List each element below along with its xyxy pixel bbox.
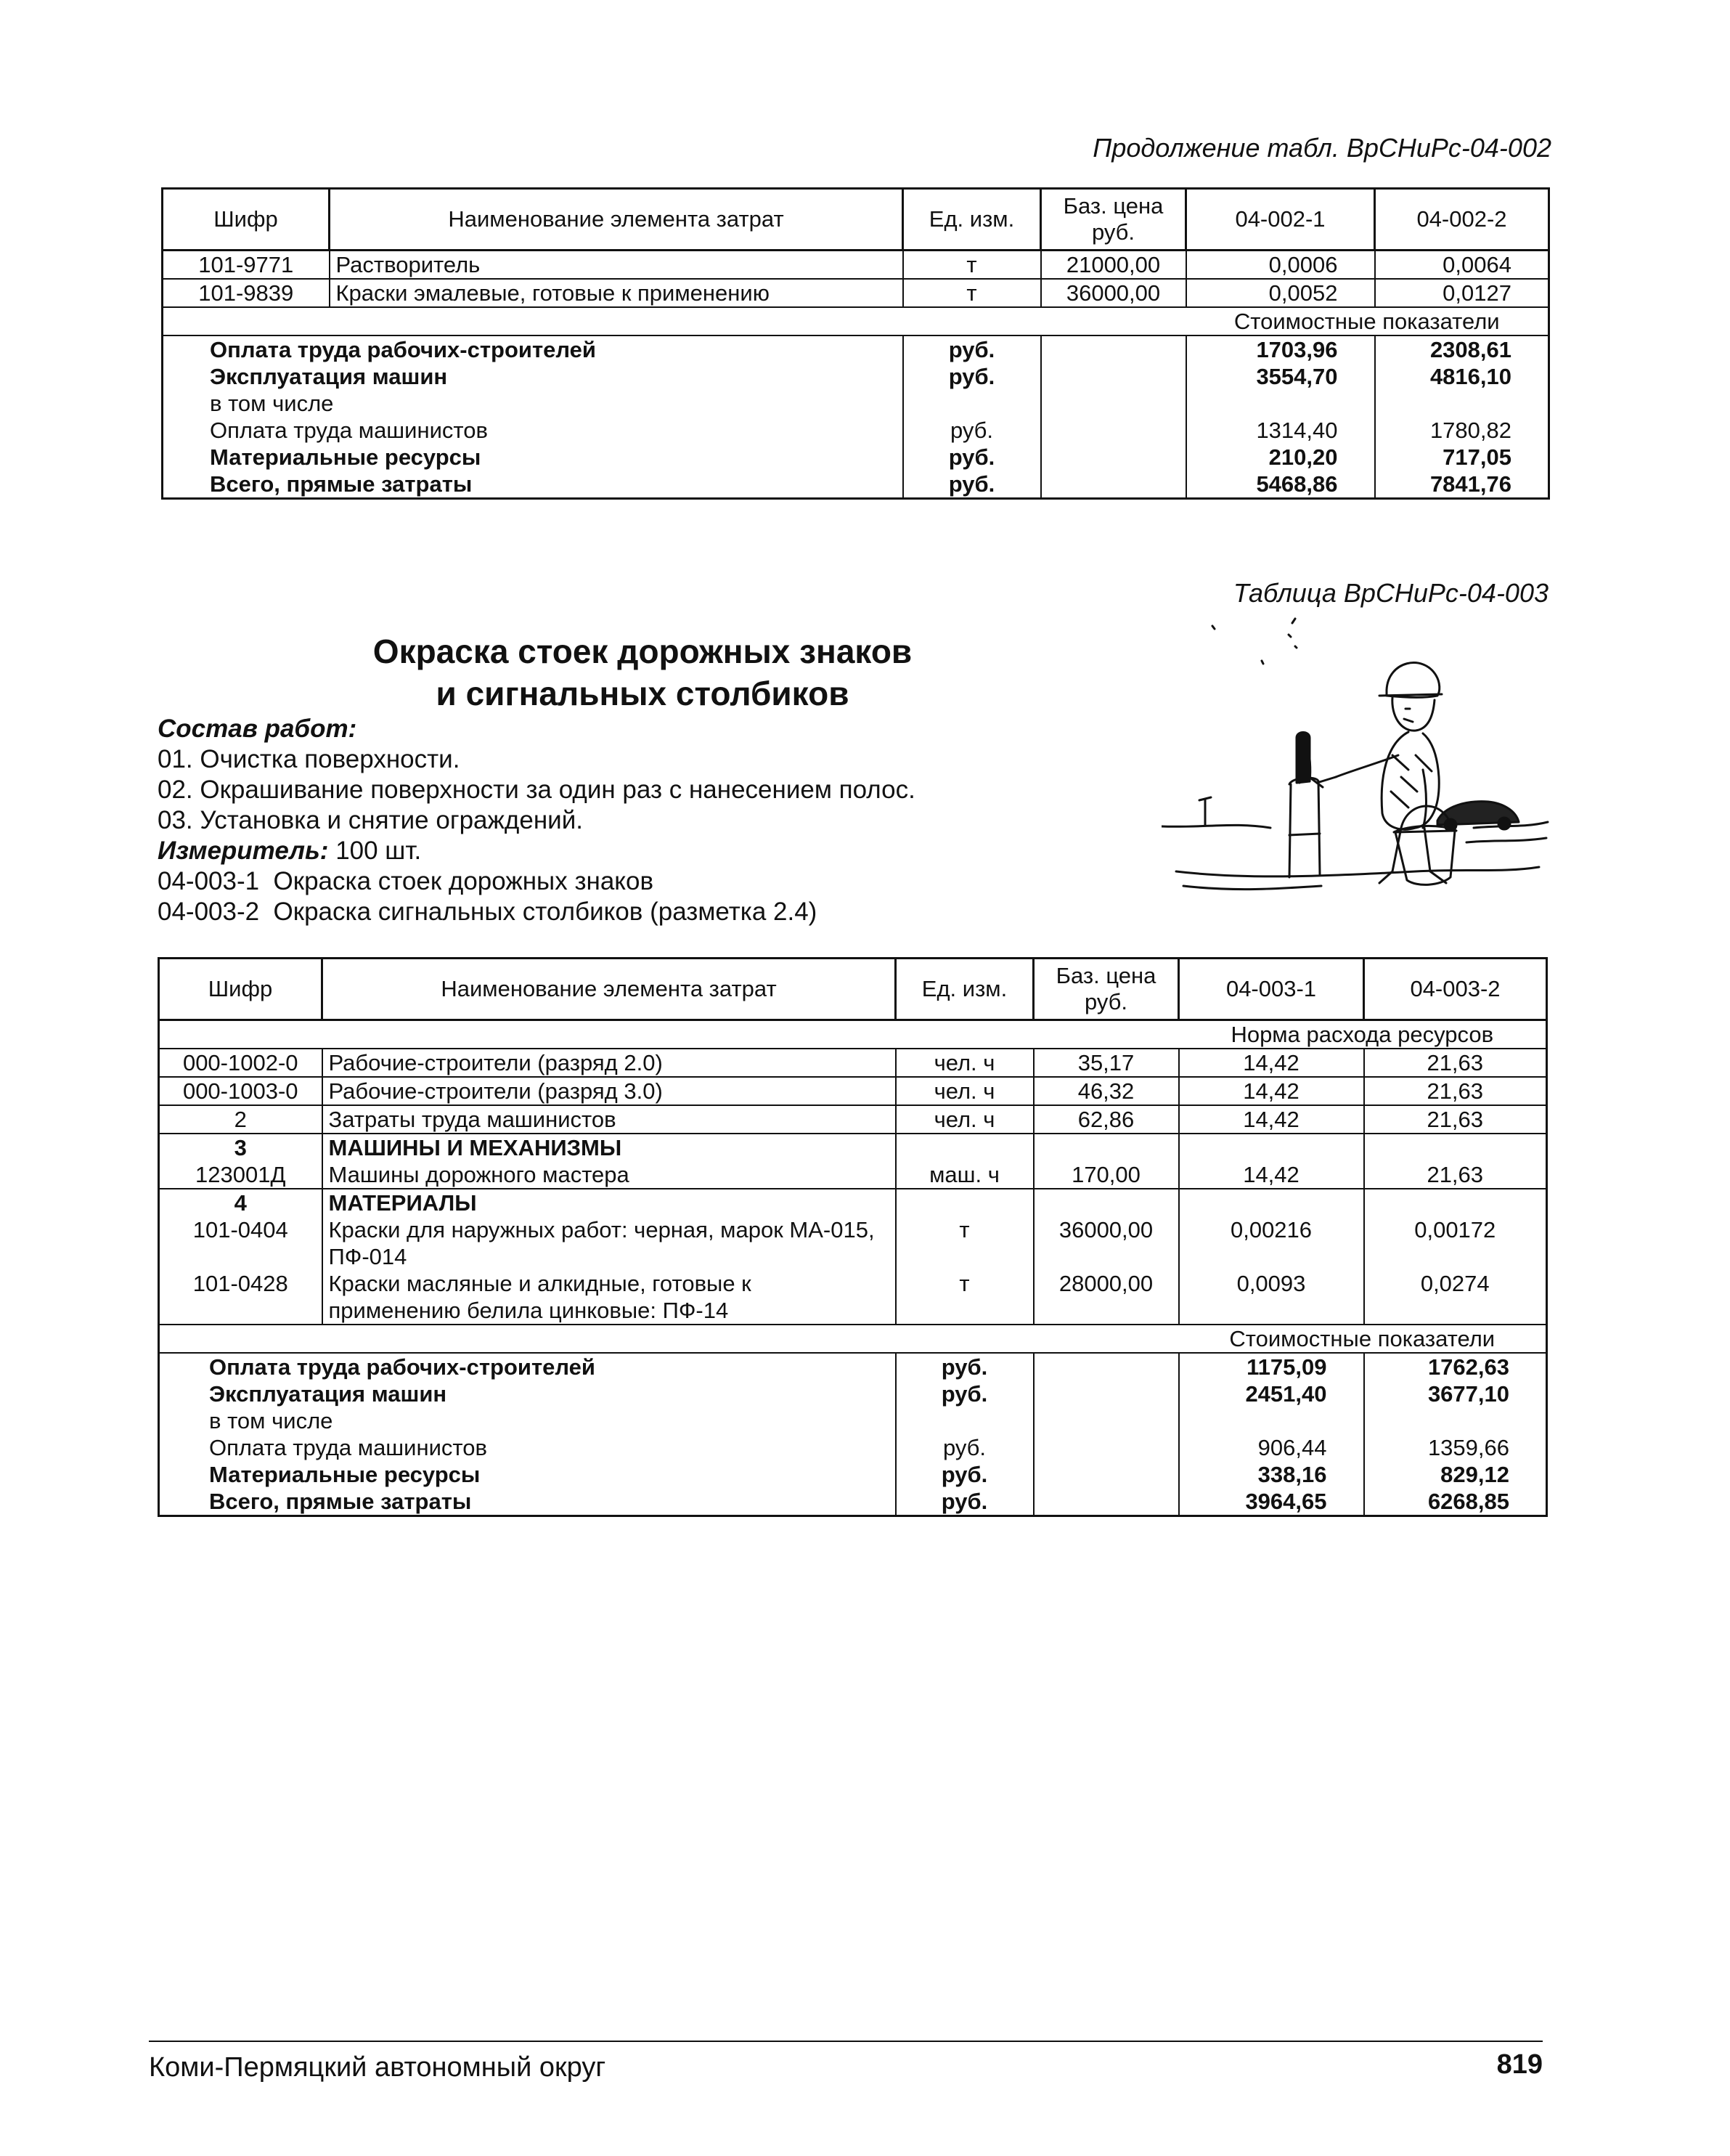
summary-name: Оплата труда рабочих-строителей: [159, 1353, 896, 1380]
row-code: 123001Д: [159, 1161, 322, 1189]
row-price: 21000,00: [1041, 251, 1186, 280]
row-value-2: 21,63: [1364, 1161, 1547, 1189]
row-price: 46,32: [1034, 1077, 1179, 1105]
row-value-2: 21,63: [1364, 1077, 1547, 1105]
row-value-1: 0,00216: [1179, 1216, 1364, 1270]
summary-value-1: 1314,40: [1186, 417, 1375, 444]
header-col2: 04-002-2: [1375, 189, 1549, 251]
section-label: Стоимостные показатели: [1186, 307, 1549, 335]
header-code: Шифр: [159, 959, 322, 1020]
row-price: 28000,00: [1034, 1270, 1179, 1325]
summary-unit: руб.: [896, 1488, 1034, 1516]
row-price: 62,86: [1034, 1105, 1179, 1134]
row-code: 000-1003-0: [159, 1077, 322, 1105]
table-row: [159, 1270, 1547, 1325]
resource-table: [158, 957, 1548, 1517]
summary-unit: руб.: [896, 1380, 1034, 1407]
summary-unit: руб.: [903, 335, 1041, 363]
summary-value-1: 338,16: [1179, 1461, 1364, 1488]
summary-unit: руб.: [903, 363, 1041, 390]
row-value-2: 0,0127: [1375, 279, 1549, 307]
row-value-1: 0,0093: [1179, 1270, 1364, 1325]
row-price: 36000,00: [1034, 1216, 1179, 1270]
summary-row: [163, 417, 1549, 444]
row-unit: чел. ч: [896, 1077, 1034, 1105]
row-name: Краски эмалевые, готовые к применению: [330, 279, 903, 307]
summary-value-1: 3554,70: [1186, 363, 1375, 390]
table-row: [159, 1216, 1547, 1270]
summary-value-1: 210,20: [1186, 444, 1375, 471]
summary-row: [159, 1434, 1547, 1461]
summary-value-2: 829,12: [1364, 1461, 1547, 1488]
measure-line: [158, 836, 915, 866]
header-name: Наименование элемента затрат: [322, 959, 896, 1020]
summary-unit: руб.: [896, 1461, 1034, 1488]
row-name: Краски для наружных работ: черная, марок МА-015, ПФ-014: [322, 1216, 896, 1270]
summary-value-1: 906,44: [1179, 1434, 1364, 1461]
summary-row: [159, 1353, 1547, 1380]
summary-row: [159, 1380, 1547, 1407]
summary-name: Всего, прямые затраты: [163, 471, 903, 499]
header-col1: 04-002-1: [1186, 189, 1375, 251]
header-name: Наименование элемента затрат: [330, 189, 903, 251]
page-number: 819: [1496, 2049, 1543, 2080]
section-heading: [218, 630, 1067, 715]
work-item: 02. Окрашивание поверхности за один раз с нанесением полос.: [158, 776, 915, 804]
row-name: Затраты труда машинистов: [322, 1105, 896, 1134]
work-composition-label: Состав работ:: [158, 715, 357, 743]
table-row: [159, 1161, 1547, 1189]
row-value-1: 14,42: [1179, 1049, 1364, 1077]
row-value-1: 14,42: [1179, 1077, 1364, 1105]
summary-name: Эксплуатация машин: [159, 1380, 896, 1407]
summary-row: [163, 471, 1549, 499]
group-row: [159, 1189, 1547, 1216]
summary-value-2: 1359,66: [1364, 1434, 1547, 1461]
row-value-1: 14,42: [1179, 1161, 1364, 1189]
heading-line-1: Окраска стоек дорожных знаков: [372, 632, 913, 670]
summary-name: Материальные ресурсы: [159, 1461, 896, 1488]
summary-row: [163, 444, 1549, 471]
work-item: 03. Установка и снятие ограждений.: [158, 806, 583, 834]
summary-row: [163, 390, 1549, 417]
row-code: 101-0404: [159, 1216, 322, 1270]
row-unit: маш. ч: [896, 1161, 1034, 1189]
summary-name: Оплата труда машинистов: [159, 1434, 896, 1461]
header-price: Баз. цена руб.: [1041, 189, 1186, 251]
summary-unit: руб.: [896, 1434, 1034, 1461]
table-title: Таблица ВрСНиРс-04-003: [1233, 578, 1549, 608]
group-code: 4: [159, 1189, 322, 1216]
row-code: 101-0428: [159, 1270, 322, 1325]
summary-value-1: 1703,96: [1186, 335, 1375, 363]
row-value-2: 21,63: [1364, 1049, 1547, 1077]
table-header-row: [163, 189, 1549, 251]
row-code: 2: [159, 1105, 322, 1134]
summary-value-1: 2451,40: [1179, 1380, 1364, 1407]
row-value-1: 14,42: [1179, 1105, 1364, 1134]
section-label: Норма расхода ресурсов: [1179, 1020, 1547, 1049]
summary-row: [159, 1488, 1547, 1516]
summary-name: Оплата труда рабочих-строителей: [163, 335, 903, 363]
row-code: 101-9839: [163, 279, 330, 307]
summary-value-1: 3964,65: [1179, 1488, 1364, 1516]
row-value-2: 0,0274: [1364, 1270, 1547, 1325]
row-value-1: 0,0052: [1186, 279, 1375, 307]
row-name: Машины дорожного мастера: [322, 1161, 896, 1189]
code-description: 04-003-1 Окраска стоек дорожных знаков: [158, 867, 654, 895]
row-code: 101-9771: [163, 251, 330, 280]
header-unit: Ед. изм.: [896, 959, 1034, 1020]
row-unit: т: [903, 251, 1041, 280]
summary-unit: руб.: [896, 1353, 1034, 1380]
section-row: [159, 1020, 1547, 1049]
row-name: Растворитель: [330, 251, 903, 280]
worker-painting-post-illustration: [1162, 610, 1554, 915]
summary-name: Эксплуатация машин: [163, 363, 903, 390]
group-row: [159, 1134, 1547, 1161]
top-cost-table: [161, 187, 1550, 500]
row-name: Рабочие-строители (разряд 3.0): [322, 1077, 896, 1105]
row-code: 000-1002-0: [159, 1049, 322, 1077]
row-unit: т: [903, 279, 1041, 307]
summary-unit: руб.: [903, 471, 1041, 499]
summary-row: [159, 1461, 1547, 1488]
row-name: Рабочие-строители (разряд 2.0): [322, 1049, 896, 1077]
work-item: 01. Очистка поверхности.: [158, 745, 460, 773]
table-row: [163, 279, 1549, 307]
summary-unit: руб.: [903, 444, 1041, 471]
row-unit: чел. ч: [896, 1049, 1034, 1077]
section-row: [163, 307, 1549, 335]
summary-row: [163, 363, 1549, 390]
summary-value-2: 1780,82: [1375, 417, 1549, 444]
summary-name: Оплата труда машинистов: [163, 417, 903, 444]
summary-unit: руб.: [903, 417, 1041, 444]
measure-value: 100 шт.: [335, 837, 422, 865]
row-unit: т: [896, 1270, 1034, 1325]
section-label: Стоимостные показатели: [1179, 1325, 1547, 1353]
heading-line-2: и сигнальных столбиков: [436, 675, 849, 712]
header-code: Шифр: [163, 189, 330, 251]
summary-name: Материальные ресурсы: [163, 444, 903, 471]
work-description: [158, 714, 915, 927]
group-name: МАШИНЫ И МЕХАНИЗМЫ: [322, 1134, 896, 1161]
summary-value-2: 7841,76: [1375, 471, 1549, 499]
row-value-2: 21,63: [1364, 1105, 1547, 1134]
continuation-title: Продолжение табл. ВрСНиРс-04-002: [1093, 133, 1551, 163]
summary-value-1: 1175,09: [1179, 1353, 1364, 1380]
table-row: [159, 1105, 1547, 1134]
footer-region: Коми-Пермяцкий автономный округ: [149, 2052, 606, 2083]
measure-label: Измеритель:: [158, 837, 329, 865]
row-unit: т: [896, 1216, 1034, 1270]
summary-name: в том числе: [163, 390, 903, 417]
summary-value-1: 5468,86: [1186, 471, 1375, 499]
header-unit: Ед. изм.: [903, 189, 1041, 251]
summary-value-2: 3677,10: [1364, 1380, 1547, 1407]
row-value-2: 0,0064: [1375, 251, 1549, 280]
row-price: 35,17: [1034, 1049, 1179, 1077]
table-header-row: [159, 959, 1547, 1020]
table-row: [163, 251, 1549, 280]
row-price: 170,00: [1034, 1161, 1179, 1189]
summary-name: в том числе: [159, 1407, 896, 1434]
header-col1: 04-003-1: [1179, 959, 1364, 1020]
table-row: [159, 1049, 1547, 1077]
row-price: 36000,00: [1041, 279, 1186, 307]
footer-divider: [149, 2041, 1543, 2042]
table-row: [159, 1077, 1547, 1105]
summary-value-2: 1762,63: [1364, 1353, 1547, 1380]
summary-row: [163, 335, 1549, 363]
section-row: [159, 1325, 1547, 1353]
summary-value-2: 2308,61: [1375, 335, 1549, 363]
row-value-2: 0,00172: [1364, 1216, 1547, 1270]
summary-row: [159, 1407, 1547, 1434]
group-name: МАТЕРИАЛЫ: [322, 1189, 896, 1216]
row-name: Краски масляные и алкидные, готовые к применению белила цинковые: ПФ-14: [322, 1270, 896, 1325]
code-description: 04-003-2 Окраска сигнальных столбиков (разметка 2.4): [158, 898, 817, 926]
summary-value-2: 6268,85: [1364, 1488, 1547, 1516]
header-col2: 04-003-2: [1364, 959, 1547, 1020]
row-value-1: 0,0006: [1186, 251, 1375, 280]
summary-value-2: 4816,10: [1375, 363, 1549, 390]
row-unit: чел. ч: [896, 1105, 1034, 1134]
summary-name: Всего, прямые затраты: [159, 1488, 896, 1516]
group-code: 3: [159, 1134, 322, 1161]
header-price: Баз. цена руб.: [1034, 959, 1179, 1020]
summary-value-2: 717,05: [1375, 444, 1549, 471]
